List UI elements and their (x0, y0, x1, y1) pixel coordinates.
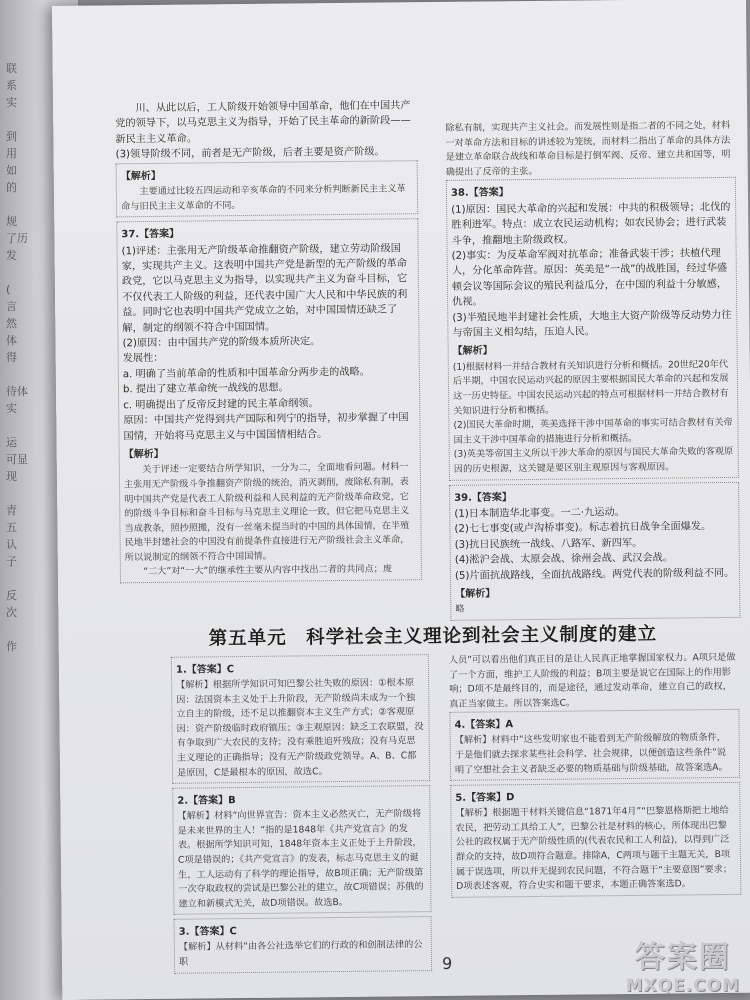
previous-page-glyph: 规 (6, 215, 17, 228)
previous-page-glyph: 的 (6, 181, 17, 194)
previous-page-glyph: 子 (6, 555, 17, 568)
previous-page-glyph: 现 (6, 470, 17, 483)
previous-page-glyph: 了历 (6, 232, 28, 245)
q38-answer-label: 38.【答案】 (450, 187, 509, 200)
previous-page-glyph: 可显 (6, 453, 28, 466)
previous-page-glyph: 体 (6, 334, 17, 347)
s4-box (449, 709, 740, 781)
s1-box (171, 654, 430, 784)
q37-answer-line: c. 明确提出了反帝反封建的民主革命纲领。 (123, 397, 319, 411)
previous-page-glyph: 反 (6, 589, 17, 602)
previous-page-glyph: 作 (6, 640, 17, 653)
previous-page-glyph (6, 264, 28, 281)
previous-page-glyph: 言 (6, 300, 17, 313)
previous-page-glyph: 五 (6, 521, 17, 534)
q39-answer-line: (4)淞沪会战、太原会战、徐州会战、武汉会战。 (454, 552, 674, 567)
q36-continued-2: (3)领导阶级不同，前者是无产阶级，后者主要是资产阶级。 (115, 146, 385, 161)
watermark-logo (626, 932, 740, 996)
previous-page-glyph: ( (6, 283, 11, 296)
previous-page-glyph: 待体 (6, 385, 28, 398)
previous-page-glyph: 实 (6, 96, 17, 109)
page-number: 9 (441, 953, 453, 973)
q39-answer-line: (5)片面抗战路线，全面抗战路线。两党代表的阶级利益不同。 (454, 567, 735, 582)
s3-analysis-continued: 人员”可以看出他们真正目的是让人民真正地掌握国家权力。A项只是做了一个方面，维护工人阶级的利益；B项主要是说它在国际上的作用影响；D项不是最终目的，而是途径，通过发动革命，建立自己的政权，真正当家做主。所以答案选C。 (448, 651, 736, 710)
left-column-top (115, 98, 422, 587)
s5-analysis: 【解析】根据题干材料关键信息“1871年4月”“巴黎恩格斯把土地给农民，把劳动工具给工人”，巴黎公社是材料的核心，所体现出巴黎公社的政权属于无产阶级性质的(代表农民和工人利益)，以得到广泛群众的支持，故D项符合题意。排除A，C两项与题干主题无关，B项属于误选项，所以并无提到农民问题，不符合题干“主要意图”要求；D项表述客观，符合史实和题干要求，本题正确答案选D。 (455, 805, 733, 892)
previous-page-glyph: 然 (6, 317, 17, 330)
previous-page-glyph: 运 (6, 436, 17, 449)
q37-analysis-continued: 除私有制，实现共产主义社会。而发展性则是指二者的不同之处，材料一对革命方法和目标的讲述较为笼统，而材料二指出了革命的具体方法是建立革命联合战线和革命目标是打倒军阀、反帝、建立共和国等，明确提出了反帝的主张。 (445, 119, 731, 178)
q38-answer-line: (1)原因：国民大革命的兴起和发展：中共的积极领导；北伐的胜利进军。特点：成立农民运动机构；如农民协会；进行武装斗争，推翻地主阶级政权。 (451, 201, 731, 247)
s1-answer-label: 1.【答案】C (175, 664, 235, 676)
q38-answer-line: (3)半殖民地半封建社会性质，大地主大资产阶级等反动势力往与帝国主义相勾结，压迫人民。 (452, 309, 732, 339)
q37-answer-line: (1)评述：主张用无产阶级革命推翻资产阶级，建立劳动阶级国家，实现共产主义。这表明中国共产党是新型的无产阶级的革命政党，它以马克思主义为指导，以实现共产主义为奋斗目标，它不仅代表工人阶级的利益，还代表中国广大人民和中华民族的利益。同时它也表明中国共产党成立之始，对中国国情还缺乏了解，制定的纲领不符合中国国情。 (121, 242, 408, 334)
q37-answer-box (116, 218, 422, 583)
previous-page-glyph: 认 (6, 538, 17, 551)
s3-box (174, 916, 433, 973)
previous-page-glyph: 系 (6, 79, 17, 92)
previous-page-glyph (6, 485, 28, 502)
page-sheet (52, 0, 750, 1000)
previous-page-glyph: 联 (6, 62, 17, 75)
q39-answer-line: (3)抗日民族统一战线、八路军、新四军。 (454, 537, 643, 551)
q38-analysis-line: (3)英美等帝国主义所以干涉大革命的原因与国民大革命失败的客观原因的历史根源，这关键是要区别主观原因与客观原因。 (453, 446, 734, 475)
q38-analysis-line: (1)根据材料一并结合教材有关知识进行分析和概括。20世纪20年代后半期，中国农民运动兴起的原因主要根据国民大革命的兴起和发展这一历史特征。中国农民运动兴起的特点可根据材料一并结合教材有关知识进行分析和概括。 (452, 358, 729, 417)
previous-page-glyph (6, 417, 28, 434)
q37-analysis-label: 【解析】 (123, 448, 164, 461)
q36-continued-1: 川、从此以后，工人阶级开始领导中国革命，他们在中国共产党的领导下，以马克思主义为指导，开始了民主革命的新阶段——新民主主义革命。 (115, 100, 411, 146)
q37-analysis-text-2: “二大”对“一大”的继承性主要从内容中找出二者的共同点；废 (143, 563, 393, 578)
s5-answer-label: 5.【答案】D (455, 792, 515, 804)
s2-box (172, 785, 431, 915)
q37-analysis-text: 关于评述一定要结合所学知识，一分为二，全面地看问题。材料一主张用无产阶级斗争推翻资产阶级的统治，消灭剥削，废除私有制，表明中国共产党是代表工人阶级利益和人民利益的无产阶级革命政党，它的阶级斗争目标和奋斗目标与马克思主义理论一致，但它把马克思主义当成教条，照抄照搬，没有一丝毫未提当时的中国的具体国情，在半殖民地半封建社会的中国没有前提条件直接进行无产阶级社会主义革命，所以说制定的纲领不符合中国国情。 (123, 461, 410, 564)
previous-page-glyph (6, 111, 28, 128)
previous-page-glyph (6, 366, 28, 383)
s4-analysis: 【解析】材料中“这些发明家也不能看到无产阶级解放的物质条件，于是他们就去探求某些社会科学、社会规律，以便创造这些条件”说明了空想社会主义者缺乏必要的物质基础与阶级基础，故答案选A。 (454, 732, 728, 776)
q37-answer-line: 原因：中国共产党得到共产国际和列宁的指导，初步掌握了中国国情，开始将马克思主义与中国国情相结合。 (123, 412, 409, 442)
q39-answer-line: (2)七七事变(或卢沟桥事变)。标志着抗日战争全面爆发。 (454, 521, 712, 536)
q39-answer-line: (1)日本制造华北事变。一二·九运动。 (454, 507, 625, 520)
q37-answer-label: 37.【答案】 (121, 228, 180, 241)
section-title: 第五单元 科学社会主义理论到社会主义制度的建立 (208, 623, 658, 650)
q36-analysis-label: 【解析】 (120, 170, 161, 182)
q36-analysis-box (116, 160, 419, 218)
right-column-bottom (449, 651, 742, 902)
right-column-top (445, 119, 740, 625)
previous-page-glyph: 得 (6, 351, 17, 364)
q38-analysis-line: (2)国民大革命时期，英美选择干涉中国革命的事实可结合教材有关帝国主义干涉中国革命的措施进行分析和概括。 (453, 417, 733, 446)
s4-answer-label: 4.【答案】A (454, 719, 514, 732)
previous-page-glyph: 如 (6, 164, 17, 177)
s2-analysis: 【解析】材料“向世界宣告：资本主义必然灭亡，无产阶级将是未来世界的主人！”指的是1848年《共产党宣言》的发表。根据所学知识可知，1848年资本主义正处于上升阶段，C项是错误的；《共产党宣言》的发表，标志马克思主义的诞生，工人运动有了科学的理论指导，故B项正确；无产阶级第一次夺取政权的尝试是巴黎公社的建立，故C项错误；苏俄的建立和新模式无关，故D项错误。故选B。 (177, 808, 424, 910)
previous-page-glyph: 青 (6, 504, 17, 517)
q38-answer-box (446, 177, 739, 480)
q37-answer-line: 发展性： (122, 353, 164, 365)
previous-page-glyph: 发 (6, 249, 17, 262)
q37-answer-line: b. 提出了建立革命统一战线的思想。 (122, 382, 289, 396)
s3-answer-label: 3.【答案】C (178, 926, 237, 939)
previous-page-text (6, 60, 28, 655)
q39-analysis-text: 略 (455, 604, 465, 616)
previous-page-glyph: 次 (6, 606, 17, 619)
q37-answer-line: (2)原因：由中国共产党的阶级本质所决定。 (122, 336, 321, 350)
q36-analysis-text: 主要通过比较五四运动和辛亥革命的不同来分析判断新民主主义革命与旧民主主义革命的不同。 (121, 183, 406, 212)
watermark-url: MXQE.COM (625, 976, 740, 996)
left-column-bottom (171, 654, 432, 977)
q37-answer-line: a. 明确了当前革命的性质和中国革命分两步走的战略。 (122, 366, 370, 381)
q39-analysis-label: 【解析】 (455, 588, 496, 600)
previous-page-glyph: 用 (6, 147, 17, 160)
q38-answer-line: (2)事实：为反革命军阀对抗革命；准备武装干涉；扶植代理人，分化革命阵营。原因：英美是“一战”的战胜国，经过华盛顿会议等国际会议的殖民利益瓜分，在中国的利益十分敏感，仇视。 (451, 248, 728, 309)
previous-page-glyph (6, 621, 28, 638)
previous-page-glyph: 实 (6, 402, 17, 415)
q38-analysis-label: 【解析】 (452, 345, 493, 358)
s3-analysis: 【解析】从材料“由各公社选举它们的行政的和创制法律的公职 (178, 939, 423, 968)
q39-answer-label: 39.【答案】 (454, 491, 512, 504)
previous-page-glyph (6, 570, 28, 587)
previous-page-glyph: 到 (6, 130, 17, 143)
q39-answer-box (449, 481, 740, 620)
previous-page-glyph (6, 196, 28, 213)
s1-analysis: 【解析】根据所学知识可知巴黎公社失败的原因：①根本原因：法国资本主义处于上升阶段，无产阶级尚未成为一个独立自主的阶级，还不足以推翻资本主义生产方式；②客观原因：资产阶级临时政府镇压；③主观原因：缺乏工农联盟，没有争取到广大农民的支持；没有乘胜追歼残敌；没有马克思主义理论的正确指导；没有无产阶级政党领导。A、B、C都是原因，C是最根本的原因，故选C。 (176, 677, 424, 779)
watermark-title: 答案圈 (634, 940, 731, 975)
s5-box (450, 782, 741, 898)
s2-answer-label: 2.【答案】B (177, 795, 236, 807)
